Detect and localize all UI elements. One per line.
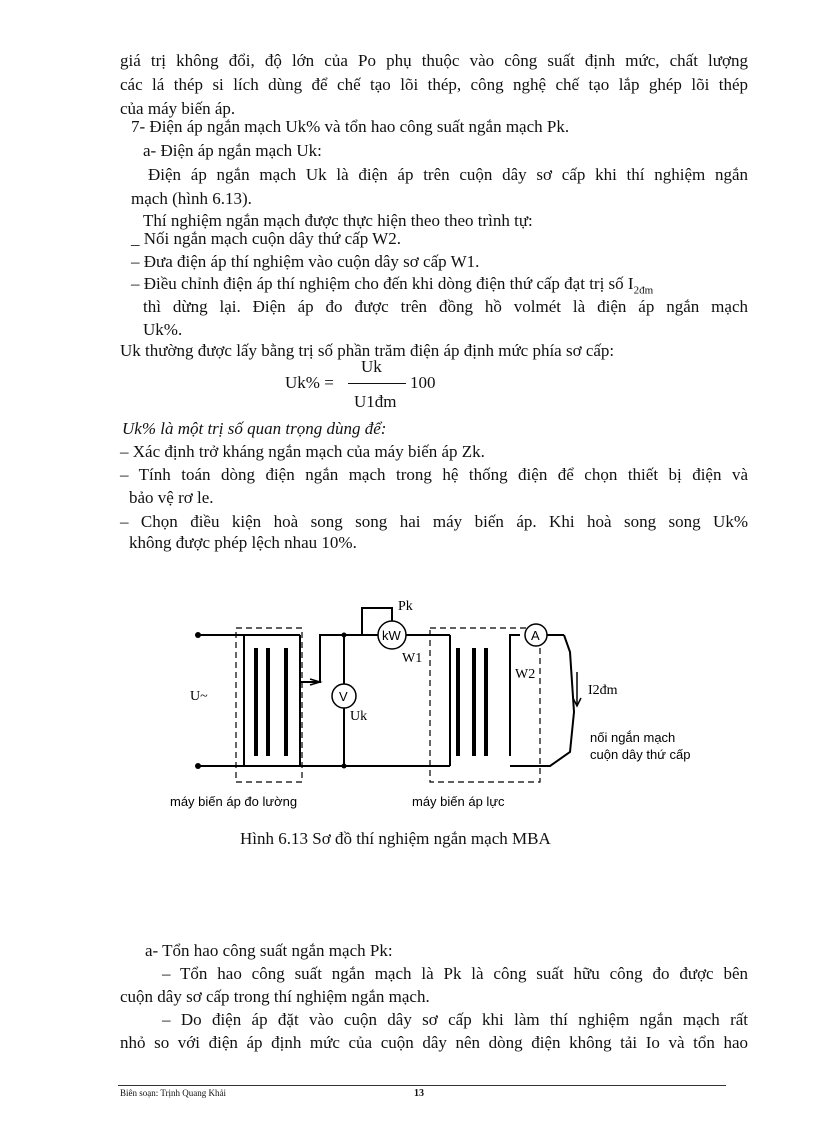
list-item: – Xác định trở kháng ngắn mạch của máy biến áp Zk. [120,442,485,461]
text-line: mạch (hình 6.13). [131,189,252,208]
list-item: – Tính toán dòng điện ngắn mạch trong hệ thống điện để chọn thiết bị điện và [120,465,748,484]
v-label: V [339,689,348,704]
italic-heading: Uk% là một trị số quan trọng dùng để: [122,419,387,438]
short-circuit-label-2: cuộn dây thứ cấp [590,747,691,762]
formula-lhs: Uk% = [285,373,334,392]
text-line: Điện áp ngắn mạch Uk là điện áp trên cuộn dây sơ cấp khi thí nghiệm ngắn [148,165,748,184]
kw-label: kW [382,628,401,643]
subscript: 2đm [633,284,654,297]
uk-label: Uk [350,709,368,724]
a-label: A [531,628,540,643]
list-item: _ Nối ngắn mạch cuộn dây thứ cấp W2. [131,229,401,248]
subsection-heading-a: a- Điện áp ngắn mạch Uk: [143,141,322,160]
text-line: Uk%. [143,320,183,339]
footer-divider [118,1085,726,1086]
text-line: – Do điện áp đặt vào cuộn dây sơ cấp khi làm thí nghiệm ngắn mạch rất [162,1010,748,1029]
text-line: thì dừng lại. Điện áp đo được trên đồng hồ volmét là điện áp ngắn mạch [143,297,748,316]
text-line: cuộn dây sơ cấp trong thí nghiệm ngắn mạch. [120,987,430,1006]
fraction-bar [348,383,406,384]
formula-factor: 100 [410,373,436,392]
text-line: nhỏ so với điện áp định mức của cuộn dây nên dòng điện không tải Io và tổn hao [120,1033,748,1052]
text-line: – Tổn hao công suất ngắn mạch là Pk là công suất hữu công đo được bên [162,964,748,983]
text-line: của máy biến áp. [120,99,236,118]
circuit-diagram [170,592,710,820]
left-box-label: máy biến áp đo lường [170,794,298,809]
formula-denominator: U1đm [354,392,397,411]
w1-label: W1 [402,651,423,666]
page-number: 13 [414,1088,424,1099]
section-heading-7: 7- Điện áp ngắn mạch Uk% và tổn hao công suất ngắn mạch Pk. [131,117,570,136]
pk-label: Pk [398,599,413,614]
footer-author: Biên soạn: Trịnh Quang Khải [120,1088,227,1098]
list-item: – Chọn điều kiện hoà song song hai máy biến áp. Khi hoà song song Uk% [120,512,748,531]
u-source-label: U~ [190,689,208,704]
w2-label: W2 [515,667,536,682]
right-box-label: máy biến áp lực [412,794,505,809]
text-line: Uk thường được lấy bằng trị số phần trăm điện áp định mức phía sơ cấp: [120,341,615,360]
figure-caption: Hình 6.13 Sơ đồ thí nghiệm ngắn mạch MBA [240,829,551,848]
text-line: các lá thép si lích dùng để chế tạo lõi thép, công nghệ chế tạo lắp ghép lõi thép [120,75,748,94]
text-line: không được phép lệch nhau 10%. [129,533,357,552]
short-circuit-label-1: nối ngắn mạch [590,730,676,745]
text-line: giá trị không đổi, độ lớn của Po phụ thuộc vào công suất định mức, chất lượng [120,51,748,70]
list-item: – Đưa điện áp thí nghiệm vào cuộn dây sơ cấp W1. [131,252,480,271]
text-line: bảo vệ rơ le. [129,488,214,507]
subsection-heading-b: a- Tổn hao công suất ngắn mạch Pk: [145,941,393,960]
i2-label: I2đm [588,683,618,698]
text-line: Thí nghiệm ngắn mạch được thực hiện theo theo trình tự: [143,211,533,230]
list-item-text: – Điều chỉnh điện áp thí nghiệm cho đến khi dòng điện thứ cấp đạt trị số I [131,274,634,293]
formula-numerator: Uk [361,357,382,376]
